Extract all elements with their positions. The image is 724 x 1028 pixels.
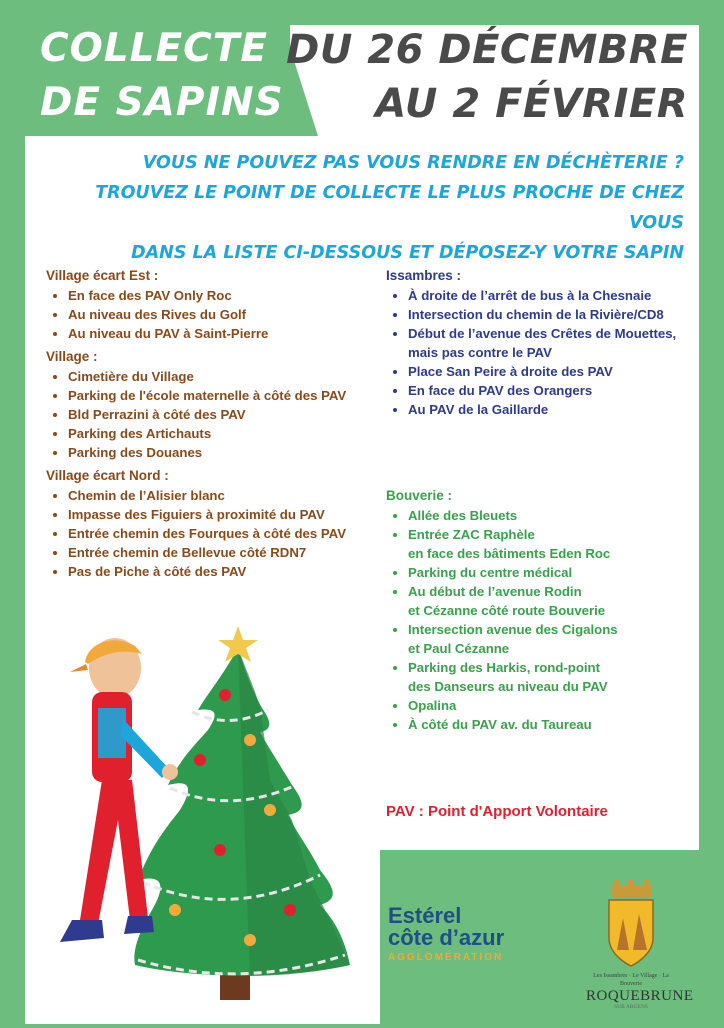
list-item-line: mais pas contre le PAV [408,345,552,360]
list-item: • Au PAV de la Gaillarde [408,400,696,419]
agglo-logo-line-1: Estérel [388,903,462,928]
group-heading: Village : [46,349,98,364]
pav-note: PAV : Point d'Apport Volontaire [386,803,608,820]
list-item-line: en face des bâtiments Eden Roc [408,546,611,561]
list-item: • Cimetière du Village [68,367,376,386]
list-item: • Parking des Artichauts [68,424,376,443]
list-item: • En face du PAV des Orangers [408,381,696,400]
coat-of-arms-icon [603,880,659,968]
date-line-2: AU 2 FÉVRIER [375,81,688,127]
list-item: • À côté du PAV av. du Taureau [408,715,696,734]
list-item: • Pas de Piche à côté des PAV [68,562,376,581]
left-column [46,268,376,587]
list-item-line: et Cézanne côté route Bouverie [408,603,606,618]
list-item: • Place San Peire à droite des PAV [408,362,696,381]
roquebrune-logo [586,880,694,1020]
group-heading: Bouverie : [386,488,453,503]
list-item: • À droite de l’arrêt de bus à la Chesnaie [408,286,696,305]
agglo-logo-line-3: AGGLOMÉRATION [388,952,504,963]
group-heading: Village écart Nord : [46,468,169,483]
town-name: ROQUEBRUNE [586,988,694,1004]
list-item: • Entrée chemin des Fourques à côté des PAV [68,524,376,543]
list-item: • Bld Perrazini à côté des PAV [68,405,376,424]
intro-line-1: VOUS NE POUVEZ PAS VOUS RENDRE EN DÉCHÈTERIE ? [142,153,684,173]
list-item: • Chemin de l’Alisier blanc [68,486,376,505]
title-line-1: COLLECTE [40,26,268,71]
list-item: • Au niveau du PAV à Saint-Pierre [68,324,376,343]
group-village-ecart-est [46,268,376,343]
title-line-2: DE SAPINS [40,80,284,125]
list-item-line: Intersection avenue des Cigalons [408,622,618,637]
list-item: • Parking de l'école maternelle à côté des PAV [68,386,376,405]
list-item-line: Entrée ZAC Raphèle [408,527,535,542]
group-heading: Village écart Est : [46,268,159,283]
date-line-1: DU 26 DÉCEMBRE [286,27,688,73]
list-item [408,324,696,362]
issambres-column [386,268,696,425]
intro-text [44,148,684,268]
intro-line-3: DANS LA LISTE CI-DESSOUS ET DÉPOSEZ-Y VOTRE SAPIN [131,243,684,263]
agglo-logo-line-2: côte d’azur [388,925,505,950]
town-caption: Les Issambres · Le Village · La Bouverie [593,973,669,987]
christmas-tree-icon [134,626,350,1000]
list-item [408,525,696,563]
list-item-line: Au début de l’avenue Rodin [408,584,582,599]
group-village [46,349,376,462]
group-village-ecart-nord [46,468,376,581]
list-item [408,620,696,658]
list-item: • Opalina [408,696,696,715]
list-item: • Allée des Bleuets [408,506,696,525]
list-item: • Parking des Douanes [68,443,376,462]
list-item-line: et Paul Cézanne [408,641,510,656]
town-subtitle: SUR ARGENS [614,1004,648,1010]
list-item-line: Parking des Harkis, rond-point [408,660,600,675]
bouverie-column [386,488,696,740]
esterel-cote-dazur-logo [388,905,568,975]
list-item [408,582,696,620]
list-item-line: Début de l’avenue des Crêtes de Mouettes, [408,326,677,341]
list-item: • Parking du centre médical [408,563,696,582]
christmas-tree-illustration [20,620,350,1024]
intro-line-2: TROUVEZ LE POINT DE COLLECTE LE PLUS PROCHE DE CHEZ VOUS [95,183,684,233]
list-item: • Entrée chemin de Bellevue côté RDN7 [68,543,376,562]
group-heading: Issambres : [386,268,462,283]
list-item: • Intersection du chemin de la Rivière/CD8 [408,305,696,324]
list-item: • En face des PAV Only Roc [68,286,376,305]
list-item-line: des Danseurs au niveau du PAV [408,679,608,694]
list-item: • Impasse des Figuiers à proximité du PAV [68,505,376,524]
list-item [408,658,696,696]
list-item: • Au niveau des Rives du Golf [68,305,376,324]
